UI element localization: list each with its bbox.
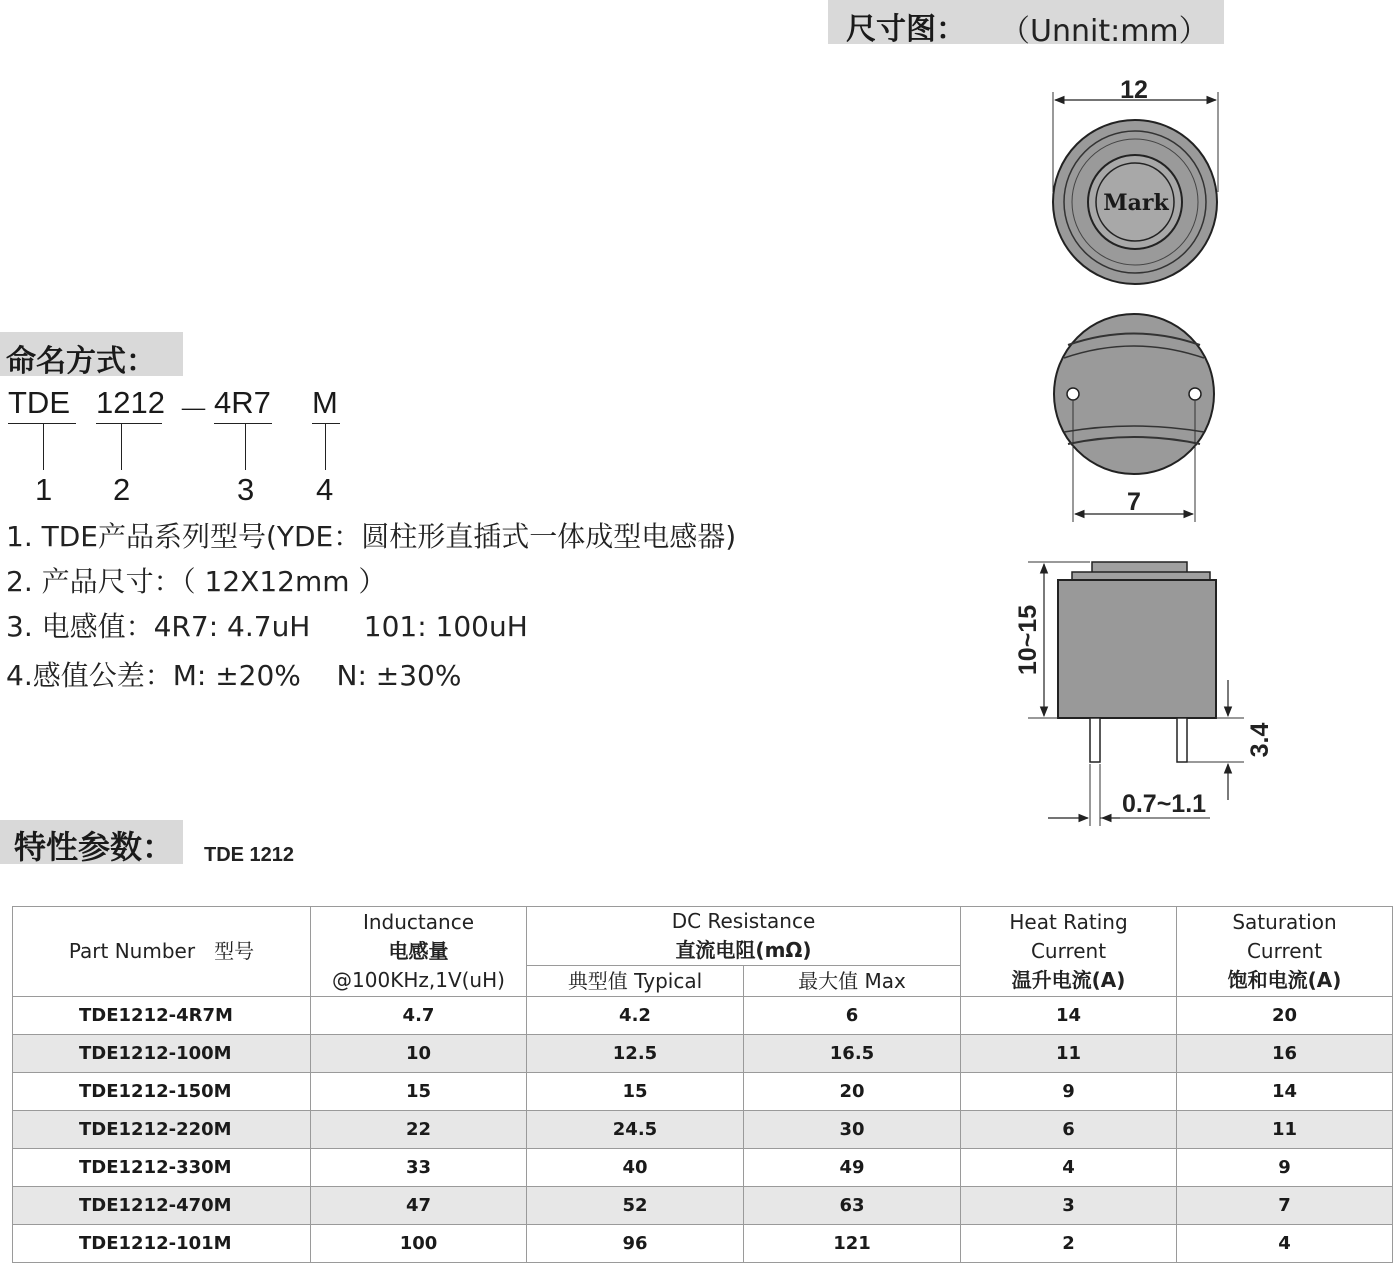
table-row	[13, 1187, 1393, 1225]
part-number-cell: TDE1212-101M	[13, 1225, 311, 1263]
saturation-current-cell: 14	[1177, 1073, 1393, 1111]
code-leader	[121, 424, 122, 470]
dcr-max-cell: 63	[744, 1187, 961, 1225]
table-row	[13, 1225, 1393, 1263]
dcr-typical-cell: 24.5	[527, 1111, 744, 1149]
code-part-tolerance: M	[312, 385, 338, 420]
pin-spacing-label: 7	[1127, 488, 1141, 516]
naming-line-inductance: 3. 电感值：4R7: 4.7uH 101: 100uH	[6, 610, 528, 643]
dcr-typical-cell: 15	[527, 1073, 744, 1111]
heat-current-cell: 9	[961, 1073, 1177, 1111]
col-header-heat-current: Heat Rating Current 温升电流(A)	[961, 907, 1177, 997]
part-number-cell: TDE1212-330M	[13, 1149, 311, 1187]
code-underline	[8, 423, 76, 424]
code-index: 4	[316, 472, 334, 507]
heat-current-cell: 4	[961, 1149, 1177, 1187]
saturation-current-cell: 16	[1177, 1035, 1393, 1073]
side-view	[1014, 562, 1274, 826]
dcr-max-cell: 16.5	[744, 1035, 961, 1073]
height-label: 10~15	[1014, 604, 1042, 676]
code-leader	[245, 424, 246, 470]
inductance-cell: 100	[311, 1225, 527, 1263]
code-underline	[214, 423, 272, 424]
table-row	[13, 1035, 1393, 1073]
col-header-saturation-current: Saturation Current 饱和电流(A)	[1177, 907, 1393, 997]
mark-label: Mark	[1103, 190, 1169, 216]
inductance-cell: 10	[311, 1035, 527, 1073]
dcr-max-cell: 49	[744, 1149, 961, 1187]
part-number-cell: TDE1212-100M	[13, 1035, 311, 1073]
code-index: 3	[237, 472, 255, 507]
code-part-series: TDE	[8, 385, 70, 420]
part-number-cell: TDE1212-220M	[13, 1111, 311, 1149]
dimension-title: 尺寸图：	[846, 12, 966, 47]
specs-title: 特性参数：	[14, 828, 175, 866]
naming-title: 命名方式：	[6, 344, 156, 379]
inductance-cell: 47	[311, 1187, 527, 1225]
naming-line-tolerance: 4.感值公差：M: ±20% N: ±30%	[6, 659, 462, 692]
heat-current-cell: 11	[961, 1035, 1177, 1073]
col-header-dcr: DC Resistance 直流电阻(mΩ)	[527, 907, 961, 966]
col-header-dcr-typical: 典型值 Typical	[527, 966, 744, 997]
heat-current-cell: 3	[961, 1187, 1177, 1225]
naming-line-series: 1. TDE产品系列型号(YDE：圆柱形直插式一体成型电感器)	[6, 520, 737, 553]
lead-length-label: 3.4	[1246, 722, 1274, 758]
dcr-typical-cell: 52	[527, 1187, 744, 1225]
inductance-cell: 15	[311, 1073, 527, 1111]
dcr-max-cell: 6	[744, 997, 961, 1035]
code-underline	[312, 423, 340, 424]
top-view	[1053, 76, 1218, 284]
table-row	[13, 1111, 1393, 1149]
part-number-cell: TDE1212-470M	[13, 1187, 311, 1225]
dcr-max-cell: 20	[744, 1073, 961, 1111]
heat-current-cell: 14	[961, 997, 1177, 1035]
code-leader	[43, 424, 44, 470]
table-row	[13, 997, 1393, 1035]
dimension-drawing	[990, 60, 1280, 840]
code-index: 2	[113, 472, 131, 507]
part-number-cell: TDE1212-150M	[13, 1073, 311, 1111]
col-header-dcr-max: 最大值 Max	[744, 966, 961, 997]
code-underline	[96, 423, 162, 424]
bottom-view	[1054, 314, 1214, 522]
dimension-unit: （Unnit:mm）	[1000, 14, 1209, 49]
code-part-dash: －	[178, 393, 209, 428]
dcr-typical-cell: 96	[527, 1225, 744, 1263]
specs-series: TDE 1212	[204, 844, 295, 866]
inductance-cell: 22	[311, 1111, 527, 1149]
dcr-typical-cell: 12.5	[527, 1035, 744, 1073]
saturation-current-cell: 7	[1177, 1187, 1393, 1225]
dcr-max-cell: 121	[744, 1225, 961, 1263]
code-part-size: 1212	[96, 385, 165, 420]
inductance-cell: 33	[311, 1149, 527, 1187]
saturation-current-cell: 9	[1177, 1149, 1393, 1187]
specs-table	[12, 906, 1393, 1263]
dcr-max-cell: 30	[744, 1111, 961, 1149]
dcr-typical-cell: 40	[527, 1149, 744, 1187]
part-number-cell: TDE1212-4R7M	[13, 997, 311, 1035]
table-row	[13, 1149, 1393, 1187]
saturation-current-cell: 4	[1177, 1225, 1393, 1263]
code-part-inductance: 4R7	[214, 385, 271, 420]
table-row	[13, 1073, 1393, 1111]
col-header-part-number: Part Number 型号	[13, 907, 311, 997]
code-index: 1	[35, 472, 53, 507]
saturation-current-cell: 11	[1177, 1111, 1393, 1149]
code-leader	[325, 424, 326, 470]
inductance-cell: 4.7	[311, 997, 527, 1035]
lead-diameter-label: 0.7~1.1	[1121, 790, 1207, 818]
dcr-typical-cell: 4.2	[527, 997, 744, 1035]
col-header-inductance: Inductance 电感量 @100KHz,1V(uH)	[311, 907, 527, 997]
naming-line-size: 2. 产品尺寸：（ 12X12mm ）	[6, 565, 387, 598]
top-view-width-label: 12	[1120, 76, 1148, 104]
saturation-current-cell: 20	[1177, 997, 1393, 1035]
heat-current-cell: 6	[961, 1111, 1177, 1149]
heat-current-cell: 2	[961, 1225, 1177, 1263]
